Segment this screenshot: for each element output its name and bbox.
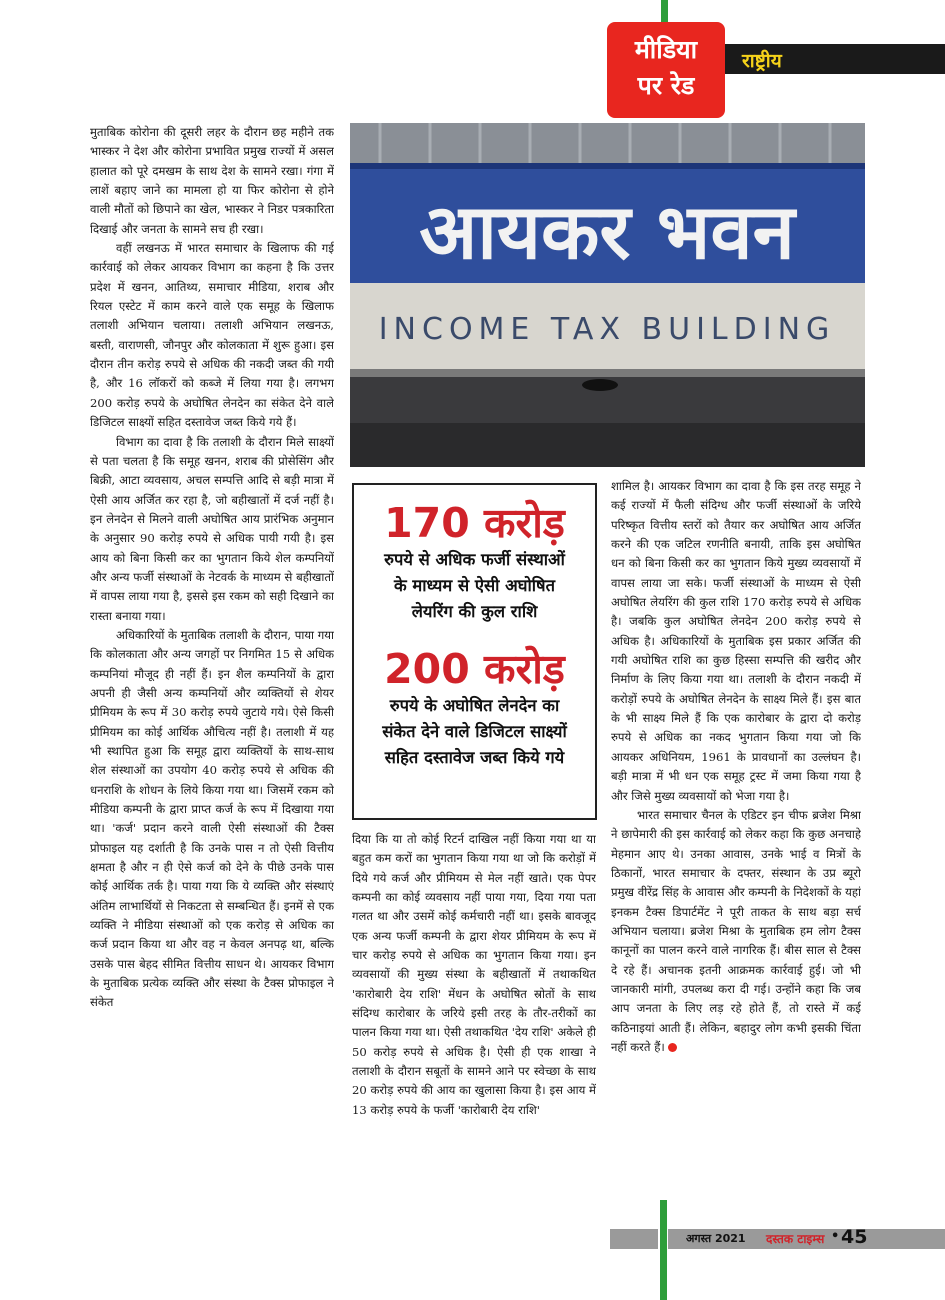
footer-separator: • (831, 1229, 840, 1244)
sign-hindi-text: आयकर भवन (419, 187, 795, 276)
paragraph-last (611, 806, 861, 1057)
callout-text-1-line-3: लेयरिंग की कुल राशि (411, 602, 538, 621)
issue-date: अगस्त 2021 (686, 1232, 746, 1245)
callout-text-2-line-3: सहित दस्तावेज जब्त किये गये (384, 748, 565, 767)
magazine-name: दस्तक टाइम्स (766, 1232, 825, 1246)
callout-amount-1: 170 करोड़ (384, 499, 565, 547)
paragraph: वहीं लखनऊ में भारत समाचार के खिलाफ की गई कार्रवाई को लेकर आयकर विभाग का कहना है कि उत्तर प्रदेश में खनन, आतिथ्य, समाचार मीडिया, शराब और रियल एस्टेट में काम करने वाले एक समूह के खिलाफ तलाशी अभियान चलाया। तलाशी अभियान लखनऊ, बस्ती, वाराणसी, जौनपुर और कोलकाता में शुरू हुआ। इस दौरान तीन करोड़ रुपये से अधिक की नकदी जब्त की गयी है, और 16 लॉकरों को कब्जे में लिया गया है। लगभग 200 करोड़ रुपये के अघोषित लेनदेन का संकेत देने वाले डिजिटल साक्ष्यों सहित दस्तावेज जब्त किये गये हैं। (90, 241, 334, 430)
top-green-stripe (661, 0, 668, 22)
footer-gray-block (610, 1229, 658, 1249)
badge-line-1: मीडिया (634, 35, 698, 64)
paragraph-text: भारत समाचार चैनल के एडिटर इन चीफ ब्रजेश मिश्रा ने छापेमारी की इस कार्रवाई को लेकर कहा कि कुछ अनचाहे मेहमान आए थे। उनका आवास, उनके भाई व मित्रों के ठिकानों, भारत समाचार के दफ्तर, संस्थान के उप्र ब्यूरो प्रमुख वीरेंद्र सिंह के आवास और कम्पनी के निदेशकों के यहां इनकम टैक्स डिपार्टमेंट ने पूरी ताकत के साथ बड़ा सर्च अभियान चलाया। ब्रजेश मिश्रा के मुताबिक हम लोग टैक्स कानूनों का पालन करने वाले नागरिक हैं। बीस साल से टैक्स दे रहे हैं। अचानक इतनी आक्रमक कार्रवाई हुई। जो भी जानकारी मांगी, उपलब्ध करा दी गई। उन्होंने कहा कि जब आप जनता के लिए लड़ रहे होते हैं, तो रास्ते में कई कठिनाइयां आती हैं। लेकिन, बहादुर लोग कभी इसकी चिंता नहीं करते हैं। (611, 807, 861, 1054)
footer-green-stripe (660, 1200, 667, 1300)
paragraph: शामिल है। आयकर विभाग का दावा है कि इस तरह समूह ने कई राज्यों में फैली संदिग्ध और फर्जी संस्थाओं के जरिये परिष्कृत वित्तीय स्तरों को तैयार कर अघोषित आय अर्जित करने की एक जटिल रणनीति बनायी, ताकि इस अघोषित धन को बिना किसी कर का भुगतान किये मुख्य व्यवसायों में वापस लाया जा सके। फर्जी संस्थाओं के माध्यम से ऐसी अघोषित लेयरिंग की कुल राशि 170 करोड़ रुपये से अधिक है। जबकि कुल अघोषित लेनदेन 200 करोड़ रुपये से अधिक है। अधिकारियों के मुताबिक इस प्रकार अर्जित की गयी अघोषित राशि का कुछ हिस्सा सम्पत्ति की खरीद और निर्माण के लिए किया गया था। तलाशी के दौरान नकदी में करोड़ों रुपये के अघोषित लेनदेन के साक्ष्य मिले हैं। इस बात के भी साक्ष्य मिले हैं कि एक कारोबार के द्वारा दो करोड़ रुपये से अधिक का नकद भुगतान किया गया जो कि आयकर अधिनियम, 1961 के प्रावधानों का उल्लंघन है। बड़ी मात्रा में भी धन एक समूह ट्रस्ट में जमा किया गया है और जिसे मुख्य व्यवसायों को भेजा गया है। (611, 479, 861, 803)
callout-text-2-line-2: संकेत देने वाले डिजिटल साक्ष्यों (382, 722, 567, 741)
paragraph: मुताबिक कोरोना की दूसरी लहर के दौरान छह महीने तक भास्कर ने देश और कोरोना प्रभावित प्रमुख राज्यों में असल हालात को पूरे दमखम के साथ देश के सामने रखा। गंगा में लाशें बहाए जाने का मामला हो या फिर कोरोना से होने वाली मौतों को छिपाने का खेल, भास्कर ने निडर पत्रकारिता दिखाई और जनता के सामने सच ही रखा। (90, 125, 334, 236)
article-column-right (611, 477, 861, 1189)
paragraph: विभाग का दावा है कि तलाशी के दौरान मिले साक्ष्यों से पता चलता है कि समूह खनन, शराब की प्रोसेसिंग और बिक्री, आटा व्यवसाय, अचल सम्पत्ति आदि से बड़ी मात्रा में ऐसी आय अर्जित कर रहा है, जो बहीखातों में दर्ज नहीं है। इन लेनदेन से मिलने वाली अघोषित आय प्रारंभिक अनुमान के अनुसार 90 करोड़ रुपये से अधिक पायी गयी है। इस आय को बिना किसी कर का भुगतान किये शेल कम्पनियों और अन्य फर्जी संस्थाओं के नेटवर्क के माध्यम से बहीखातों में वापस लाया गया है, इससे इस रकम को सही दिखाने का रास्ता बनाया गया। (90, 434, 334, 623)
sign-english-text: INCOME TAX BUILDING (378, 312, 836, 347)
callout-text-1-line-2: के माध्यम से ऐसी अघोषित (394, 576, 555, 595)
footer-bar (668, 1226, 945, 1249)
income-tax-building-photo (350, 123, 865, 467)
article-column-left (90, 123, 334, 1188)
photo-illustration (350, 123, 865, 467)
callout-text-2-line-1: रुपये के अघोषित लेनदेन का (389, 696, 560, 715)
section-header-bar (720, 44, 945, 74)
article-column-middle (352, 830, 596, 1190)
category-badge (607, 22, 725, 118)
end-mark-icon (668, 1043, 677, 1052)
callout-amount-2: 200 करोड़ (384, 645, 565, 693)
paragraph: अधिकारियों के मुताबिक तलाशी के दौरान, पाया गया कि कोलकाता और अन्य जगहों पर निगमित 15 से अधिक कम्पनियां मौजूद ही नहीं हैं। इन शैल कम्पनियों के द्वारा अपनी ही जैसी अन्य कम्पनियों और व्यक्तियों से शेयर प्रीमियम के रूप में 30 करोड़ रुपये जुटाये गये। ऐसे किसी प्रीमियम का कोई आर्थिक औचित्य नहीं है। तलाशी में यह भी स्थापित हुआ कि समूह द्वारा व्यक्तियों के साथ-साथ शेल संस्थाओं का उपयोग 40 करोड़ रुपये से अधिक की धनराशि के शोधन के लिये किया गया था। जिसमें रकम को मीडिया कम्पनी के द्वारा प्राप्त कर्ज के रूप में दिखाया गया था। 'कर्ज' प्रदान करने वाली ऐसी संस्थाओं की टैक्स प्रोफाइल यह दर्शाती है कि उनके पास न तो ऐसी वित्तीय क्षमता है और न ही ऐसे कर्ज को देने के पीछे उनके पास कोई आर्थिक तर्क है। पाया गया कि ये व्यक्ति और संस्थाएं अंतिम लाभार्थियों से निकटता से सम्बन्धित हैं। इनमें से एक व्यक्ति ने मीडिया संस्थाओं को एक करोड़ से अधिक का कर्ज प्रदान किया था और वह न केवल अनपढ़ था, बल्कि उसके पास बेहद सीमित वित्तीय साधन थे। आयकर विभाग के मुताबिक प्रत्येक व्यक्ति और संस्था के टैक्स प्रोफाइल ने संकेत (90, 627, 334, 1010)
section-label: राष्ट्रीय (742, 50, 782, 72)
paragraph: दिया कि या तो कोई रिटर्न दाखिल नहीं किया गया था या बहुत कम करों का भुगतान किया गया था जो कि करोड़ों में दिये गये कर्ज और प्रीमियम से मेल नहीं खाते। एक पेपर कम्पनी का कोई व्यवसाय नहीं पाया गया, दिया गया पता गलत था और उसमें कोई कर्मचारी नहीं था। इसके बावजूद एक अन्य फर्जी कम्पनी के द्वारा शेयर प्रीमियम के रूप में चार करोड़ रुपये से अधिक का भुगतान किया गया। इन व्यवसायों की मुख्य संस्था के बहीखातों में तथाकथित 'कारोबारी देय राशि' मेंधन के अघोषित स्रोतों के साथ संदिग्ध कारोबार के जरिये इसी तरह के तौर-तरीकों का पालन किया गया था। ऐसी तथाकथित 'देय राशि' अकेले ही 50 करोड़ रुपये से अधिक है। ऐसी ही एक शाखा ने तलाशी के दौरान सबूतों के सामने आने पर स्वेच्छा के साथ 20 करोड़ रुपये की आय का खुलासा किया है। इस आय में 13 करोड़ रुपये के फर्जी 'कारोबारी देय राशि' (352, 832, 596, 1117)
page-number: 45 (841, 1226, 868, 1248)
badge-line-2: पर रेड (637, 71, 695, 100)
callout-text-1-line-1: रुपये से अधिक फर्जी संस्थाओं (384, 550, 565, 569)
highlight-callout (352, 483, 597, 820)
